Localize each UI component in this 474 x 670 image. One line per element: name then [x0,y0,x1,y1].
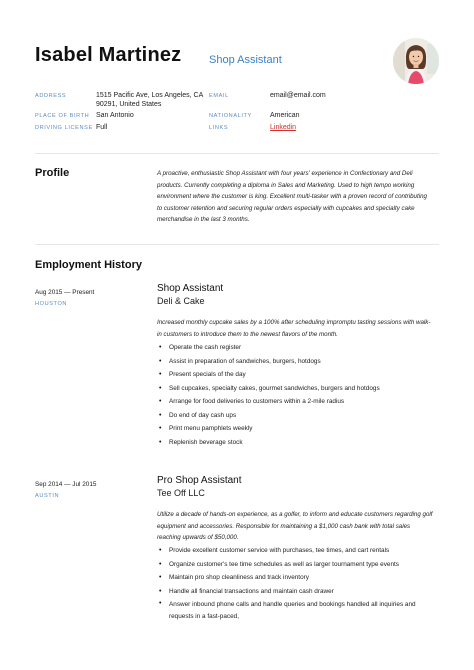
address-label: ADDRESS [35,93,67,99]
avatar-portrait-icon [393,38,439,84]
email-value: email@email.com [270,92,326,99]
linkedin-link[interactable]: Linkedin [270,124,297,131]
job-title: Shop Assistant [209,54,282,66]
email-label: EMAIL [209,93,229,99]
job-duties-list [157,341,433,449]
list-item: • Maintain pro shop cleanliness and track inventory [157,571,433,585]
place-of-birth-label: PLACE OF BIRTH [35,113,90,119]
list-item: • Sell cupcakes, specialty cakes, gourmet sandwiches, burgers and hotdogs [157,382,433,396]
job-company: Deli & Cake [157,296,205,306]
job-dates: Aug 2015 — Present [35,289,95,296]
list-item: • Assist in preparation of sandwiches, burgers, hotdogs [157,355,433,369]
list-item: • Do end of day cash ups [157,409,433,423]
list-item: • Print menu pamphlets weekly [157,422,433,436]
list-item: • Present specials of the day [157,368,433,382]
job-city: AUSTIN [35,493,60,499]
profile-summary: A proactive, enthusiastic Shop Assistant with four years' experience in Confectionary and Deli products. Currently completing a diploma in Sales and Marketing. Used to high tempo working environment where the customer is king. Excellent multi-tasker with a proven record of contributing to customer retention and securing regular orders especially with cupcakes and specialty cake merchandise in the last 3 months. [157,170,427,224]
job-summary: Utilize a decade of hands-on experience, as a golfer, to inform and educate customers regarding golf equipment and accessories. Responsible for maintaining a $1,000 cash bank with total sales reaching upwards of $50,000. [157,511,433,542]
nationality-label: NATIONALITY [209,113,252,119]
list-item: • Organize customer's tee time schedules as well as larger tournament type events [157,558,433,572]
place-of-birth-value: San Antonio [96,112,134,119]
divider [35,153,439,154]
job-company: Tee Off LLC [157,488,205,498]
driving-license-value: Full [96,124,108,131]
address-line-2: 90291, United States [96,101,162,108]
links-label: LINKS [209,125,229,131]
job-role: Pro Shop Assistant [157,475,242,486]
nationality-value: American [270,112,300,119]
employment-heading: Employment History [35,259,142,271]
list-item: • Answer inbound phone calls and handle queries and bookings handled all inquiries and requests in a fast-paced, [157,598,433,622]
list-item: • Replenish beverage stock [157,436,433,450]
driving-license-label: DRIVING LICENSE [35,125,93,131]
list-item: • Handle all financial transactions and maintain cash drawer [157,585,433,599]
job-duties-list [157,544,433,622]
list-item: • Arrange for food deliveries to customers within a 2-mile radius [157,395,433,409]
job-dates: Sep 2014 — Jul 2015 [35,481,97,488]
job-role: Shop Assistant [157,283,224,294]
profile-heading: Profile [35,167,70,179]
divider [35,244,439,245]
job-summary: Increased monthly cupcake sales by a 100% after scheduling impromptu tasting sessions with walk-in customers to introduce them to the newest flavors of the month. [157,319,431,338]
address-line-1: 1515 Pacific Ave, Los Angeles, CA [96,92,204,99]
candidate-name: Isabel Martinez [35,44,182,66]
profile-photo [393,38,439,84]
job-city: HOUSTON [35,301,68,307]
list-item: • Operate the cash register [157,341,433,355]
list-item: • Provide excellent customer service with purchases, tee times, and cart rentals [157,544,433,558]
